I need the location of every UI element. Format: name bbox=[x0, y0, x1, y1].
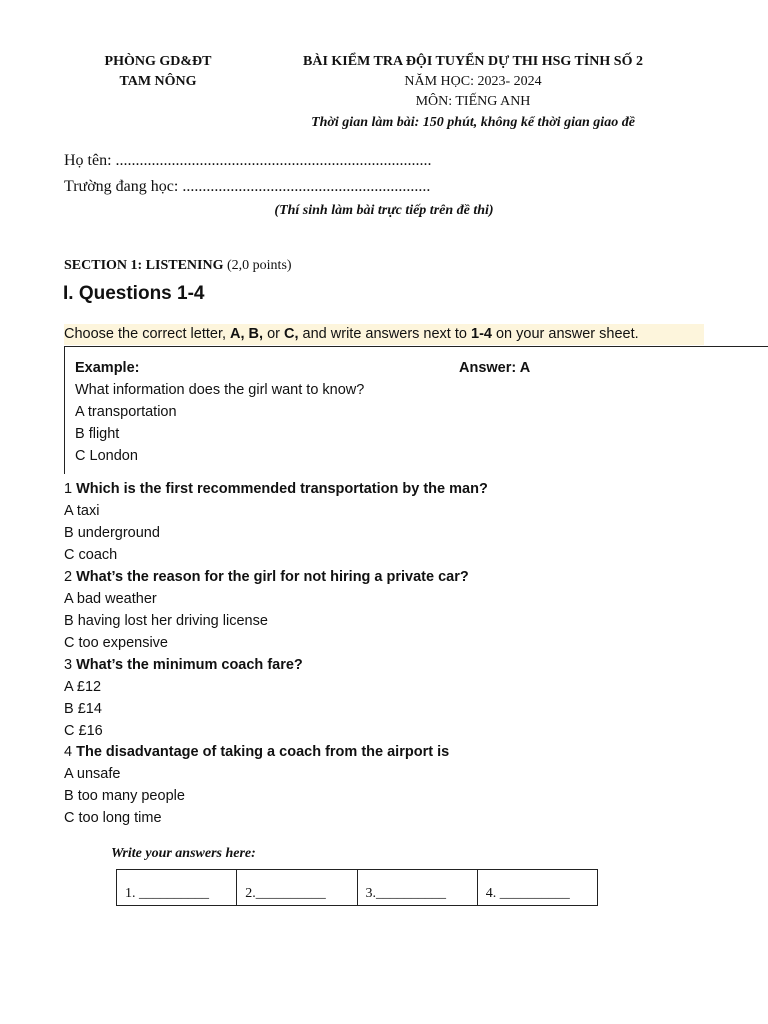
name-field: Họ tên: ............................................................................... bbox=[64, 152, 432, 169]
instruction-range: 1-4 bbox=[471, 326, 492, 342]
school-year: NĂM HỌC: 2023- 2024 bbox=[404, 74, 542, 89]
question-4 bbox=[64, 741, 449, 763]
section-label: SECTION 1: LISTENING bbox=[64, 258, 224, 273]
district-name: TAM NÔNG bbox=[119, 74, 197, 89]
exam-note: (Thí sinh làm bài trực tiếp trên đề thi) bbox=[274, 203, 494, 218]
section-points: (2,0 points) bbox=[227, 258, 292, 273]
instruction-line bbox=[64, 324, 704, 345]
answer-cell-3[interactable]: 3.__________ bbox=[358, 870, 478, 905]
question-2 bbox=[64, 566, 469, 588]
subject: MÔN: TIẾNG ANH bbox=[415, 94, 531, 109]
question-text: What’s the reason for the girl for not hiring a private car? bbox=[72, 569, 469, 585]
option: B £14 bbox=[64, 701, 102, 717]
answer-cell-1[interactable]: 1. __________ bbox=[117, 870, 237, 905]
instruction-letters: A, B, bbox=[230, 326, 264, 342]
option: C £16 bbox=[64, 723, 103, 739]
option: C coach bbox=[64, 547, 118, 563]
question-text: Which is the first recommended transportation by the man? bbox=[72, 481, 488, 497]
instruction-text: Choose the correct letter, bbox=[64, 326, 231, 342]
answer-cell-2[interactable]: 2.__________ bbox=[237, 870, 357, 905]
question-text: What’s the minimum coach fare? bbox=[72, 657, 303, 673]
option: A unsafe bbox=[64, 766, 121, 782]
exam-title: BÀI KIỂM TRA ĐỘI TUYỂN DỰ THI HSG TỈNH SỐ 2 bbox=[303, 54, 643, 69]
instruction-text: on your answer sheet. bbox=[491, 326, 639, 342]
example-option: A transportation bbox=[75, 404, 177, 420]
option: C too expensive bbox=[64, 635, 168, 651]
instruction-letter-c: C, bbox=[284, 326, 299, 342]
example-question: What information does the girl want to know? bbox=[75, 382, 365, 398]
example-label: Example: bbox=[75, 360, 140, 376]
answer-cell-4[interactable]: 4. __________ bbox=[485, 886, 570, 901]
option: B having lost her driving license bbox=[64, 613, 268, 629]
instruction-text: and write answers next to bbox=[298, 326, 471, 342]
school-field: Trường đang học: .............................................................. bbox=[64, 178, 431, 195]
option: B too many people bbox=[64, 788, 185, 804]
section-heading bbox=[64, 258, 292, 274]
instruction-text: or bbox=[263, 326, 285, 342]
example-box bbox=[64, 346, 768, 474]
example-option: C London bbox=[75, 448, 138, 464]
question-text: The disadvantage of taking a coach from the airport is bbox=[72, 744, 450, 760]
option: B underground bbox=[64, 525, 160, 541]
option: C too long time bbox=[64, 810, 162, 826]
question-1 bbox=[64, 478, 488, 500]
question-3 bbox=[64, 654, 303, 676]
answers-title: Write your answers here: bbox=[111, 846, 256, 861]
option: A £12 bbox=[64, 679, 102, 695]
questions-title: I. Questions 1-4 bbox=[63, 283, 205, 304]
option: A bad weather bbox=[64, 591, 157, 607]
example-answer: Answer: A bbox=[459, 360, 531, 376]
question-number: 1 bbox=[64, 481, 73, 497]
department-name: PHÒNG GD&ĐT bbox=[104, 54, 212, 69]
question-number: 4 bbox=[64, 744, 73, 760]
answer-table bbox=[116, 869, 598, 906]
option: A taxi bbox=[64, 503, 100, 519]
question-number: 3 bbox=[64, 657, 73, 673]
exam-time: Thời gian làm bài: 150 phút, không kể thời gian giao đề bbox=[311, 115, 635, 130]
question-number: 2 bbox=[64, 569, 73, 585]
example-option: B flight bbox=[75, 426, 120, 442]
